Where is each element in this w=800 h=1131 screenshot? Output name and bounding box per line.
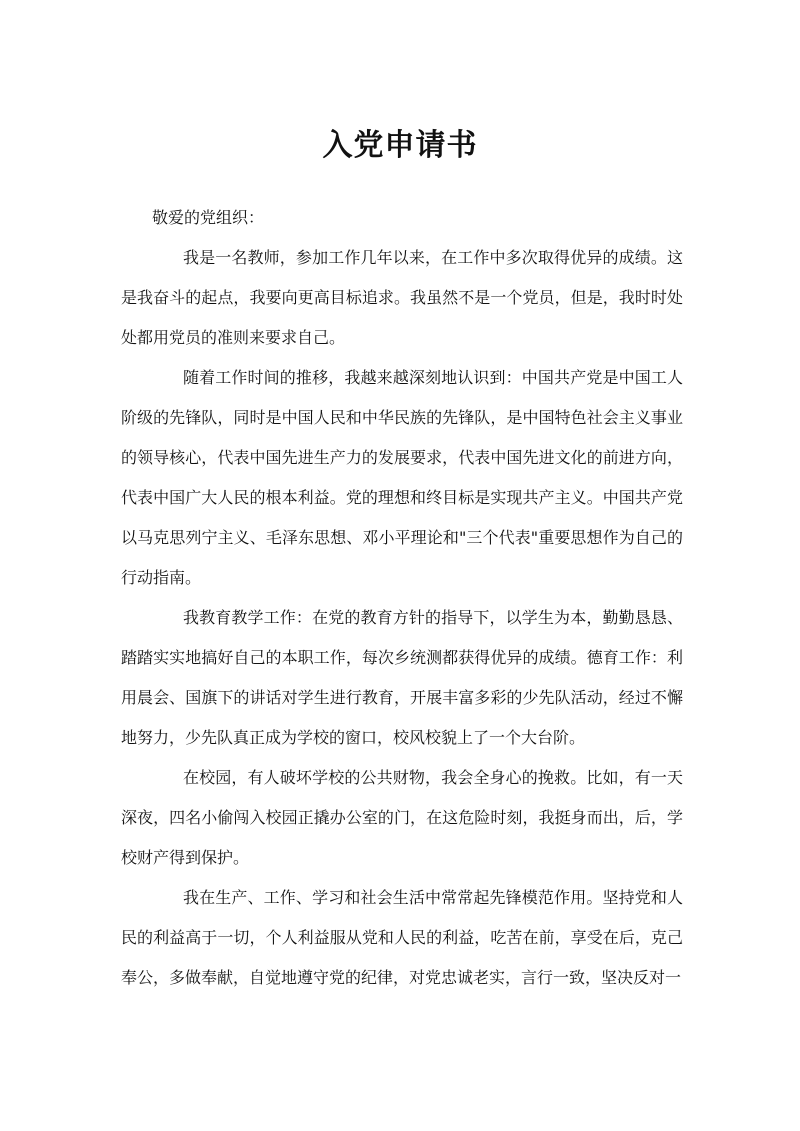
paragraph-3: 我教育教学工作：在党的教育方针的指导下，以学生为本，勤勤恳恳、踏踏实实地搞好自己的本职工作，每次乡统测都获得优异的成绩。德育工作：利用晨会、国旗下的讲话对学生进行教育，开展丰富多彩的少先队活动，经过不懈地努力，少先队真正成为学校的窗口，校风校貌上了一个大台阶。 [121,608,683,747]
salutation: 敬爱的党组织： [152,208,265,227]
paragraph-2: 随着工作时间的推移，我越来越深刻地认识到：中国共产党是中国工人阶级的先锋队，同时是中国人民和中华民族的先锋队，是中国特色社会主义事业的领导核心，代表中国先进生产力的发展要求，代表中国先进文化的前进方向，代表中国广大人民的根本利益。党的理想和终目标是实现共产主义。中国共产党以马克思列宁主义、毛泽东思想、邓小平理论和"三个代表"重要思想作为自己的行动指南。 [121,368,683,587]
document-body [121,238,683,998]
document-title: 入党申请书 [322,128,478,163]
paragraph-5: 我在生产、工作、学习和社会生活中常常起先锋模范作用。坚持党和人民的利益高于一切，个人利益服从党和人民的利益，吃苦在前，享受在后，克己奉公，多做奉献，自觉地遵守党的纪律，对党忠诚老实，言行一致，坚决反对一 [121,888,683,987]
paragraph-1: 我是一名教师，参加工作几年以来，在工作中多次取得优异的成绩。这是我奋斗的起点，我要向更高目标追求。我虽然不是一个党员，但是，我时时处处都用党员的准则来要求自己。 [121,248,683,347]
paragraph-4: 在校园，有人破坏学校的公共财物，我会全身心的挽救。比如，有一天深夜，四名小偷闯入校园正撬办公室的门，在这危险时刻，我挺身而出，后，学校财产得到保护。 [121,768,683,867]
